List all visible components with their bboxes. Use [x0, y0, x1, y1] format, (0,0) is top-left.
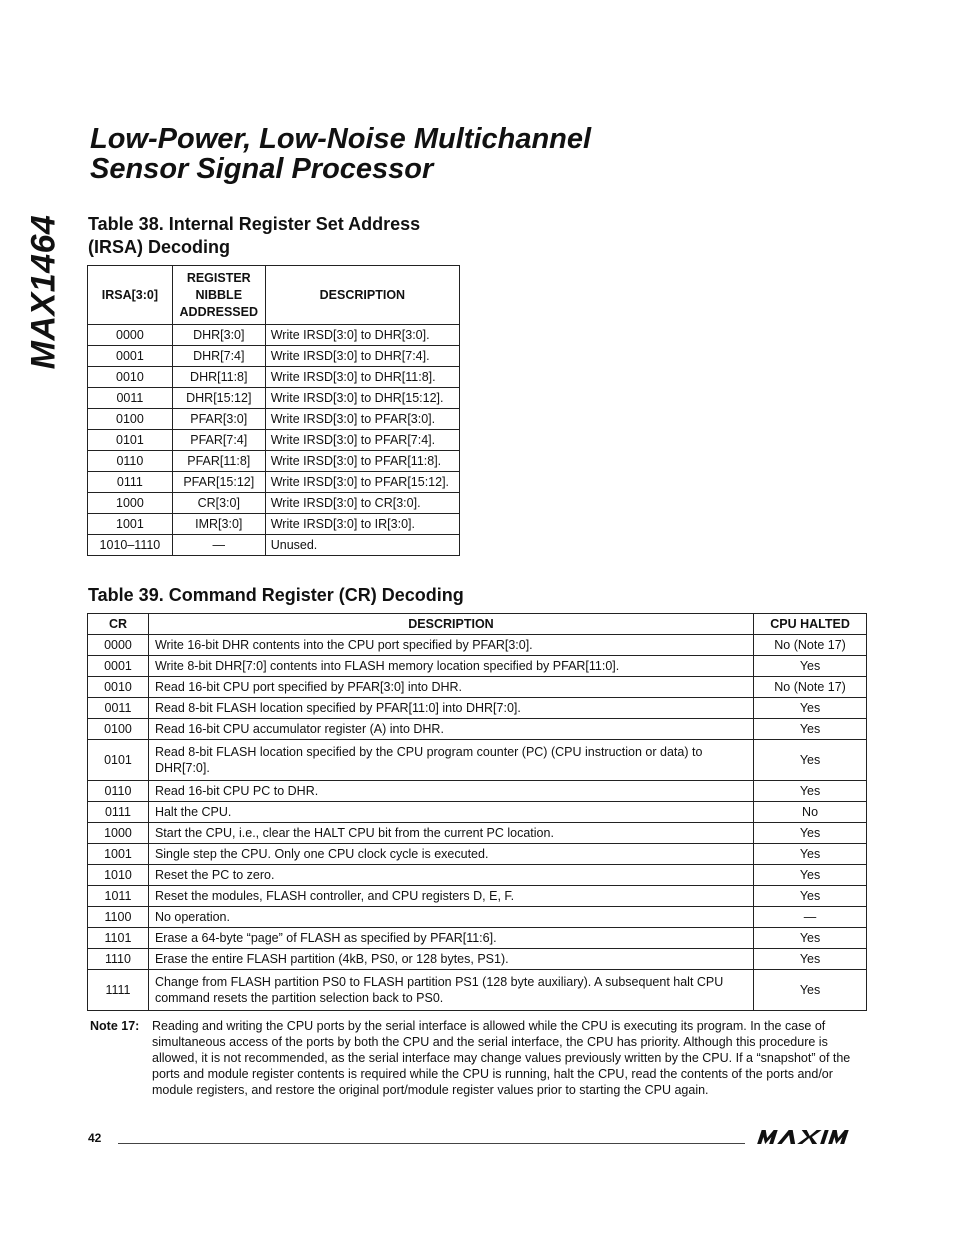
description-cell: Start the CPU, i.e., clear the HALT CPU bit from the current PC location. [148, 823, 753, 844]
irsa-cell: 0011 [88, 388, 173, 409]
register-cell: DHR[15:12] [172, 388, 265, 409]
table38-header-description: DESCRIPTION [265, 266, 459, 325]
cpu-halted-cell: Yes [754, 970, 867, 1011]
description-cell: Write IRSD[3:0] to PFAR[15:12]. [265, 472, 459, 493]
table-row [88, 367, 460, 388]
table-row [88, 949, 867, 970]
table39-header-cr: CR [88, 614, 149, 635]
cpu-halted-cell: Yes [754, 844, 867, 865]
description-cell: Write IRSD[3:0] to DHR[7:4]. [265, 346, 459, 367]
cr-cell: 0010 [88, 677, 149, 698]
cr-cell: 1010 [88, 865, 149, 886]
irsa-cell: 0000 [88, 325, 173, 346]
description-cell: Write IRSD[3:0] to DHR[15:12]. [265, 388, 459, 409]
cpu-halted-cell: Yes [754, 823, 867, 844]
irsa-cell: 0111 [88, 472, 173, 493]
table-row [88, 514, 460, 535]
table-row [88, 802, 867, 823]
table-row [88, 698, 867, 719]
irsa-cell: 1001 [88, 514, 173, 535]
table-row [88, 472, 460, 493]
cr-cell: 1101 [88, 928, 149, 949]
cpu-halted-cell: Yes [754, 781, 867, 802]
description-cell: Reset the PC to zero. [148, 865, 753, 886]
table-row [88, 740, 867, 781]
page-number: 42 [88, 1131, 102, 1145]
table-row [88, 409, 460, 430]
irsa-cell: 0100 [88, 409, 173, 430]
irsa-decoding-table [87, 265, 460, 556]
table-row [88, 325, 460, 346]
cr-decoding-table [87, 613, 867, 1011]
table-row [88, 865, 867, 886]
description-cell: Write IRSD[3:0] to PFAR[7:4]. [265, 430, 459, 451]
cr-cell: 1000 [88, 823, 149, 844]
description-cell: Write IRSD[3:0] to PFAR[11:8]. [265, 451, 459, 472]
document-title-line1: Low-Power, Low-Noise Multichannel [90, 123, 592, 155]
note-text: Reading and writing the CPU ports by the serial interface is allowed while the CPU is executing its program. In the case of simultaneous access of the ports by both the CPU and the serial interface, the CPU has priority. Although this procedure is allowed, it is not recommended, as the serial interface may change values previously written by the CPU. If a “snapshot” of the ports and module register contents is required while the CPU is running, halt the CPU, read the contents of the ports and/or module registers, and restore the original port/module register values prior to starting the CPU again. [152, 1019, 851, 1097]
maxim-logo-graphic [755, 1126, 865, 1148]
cr-cell: 1110 [88, 949, 149, 970]
table39-title: Table 39. Command Register (CR) Decoding [88, 585, 464, 605]
description-cell: Write 16-bit DHR contents into the CPU port specified by PFAR[3:0]. [148, 635, 753, 656]
register-cell: PFAR[3:0] [172, 409, 265, 430]
description-cell: Read 8-bit FLASH location specified by the CPU program counter (PC) (CPU instruction or data) to DHR[7:0]. [148, 740, 753, 781]
cr-cell: 1001 [88, 844, 149, 865]
maxim-logo-icon [755, 1126, 865, 1148]
cr-cell: 0001 [88, 656, 149, 677]
description-cell: Write IRSD[3:0] to DHR[11:8]. [265, 367, 459, 388]
note-17 [90, 1018, 870, 1098]
table38-header-register-l1: REGISTER [186, 270, 251, 285]
description-cell: Read 8-bit FLASH location specified by PFAR[11:0] into DHR[7:0]. [148, 698, 753, 719]
cr-cell: 1011 [88, 886, 149, 907]
table-row [88, 451, 460, 472]
cr-cell: 0111 [88, 802, 149, 823]
cr-cell: 0110 [88, 781, 149, 802]
table-row [88, 346, 460, 367]
table38-header-register [172, 266, 265, 325]
side-part-number-text: MAX1464 [24, 214, 63, 370]
register-cell: DHR[3:0] [172, 325, 265, 346]
cpu-halted-cell: No (Note 17) [754, 635, 867, 656]
table39-header-description: DESCRIPTION [148, 614, 753, 635]
cr-cell: 0101 [88, 740, 149, 781]
cr-cell: 1100 [88, 907, 149, 928]
description-cell: Write IRSD[3:0] to PFAR[3:0]. [265, 409, 459, 430]
table-row [88, 493, 460, 514]
side-part-number [18, 212, 70, 372]
table-row [88, 656, 867, 677]
cpu-halted-cell: Yes [754, 719, 867, 740]
table-row [88, 719, 867, 740]
irsa-cell: 0010 [88, 367, 173, 388]
table39-header-row [88, 614, 867, 635]
description-cell: Read 16-bit CPU port specified by PFAR[3:0] into DHR. [148, 677, 753, 698]
register-cell: DHR[7:4] [172, 346, 265, 367]
description-cell: Reset the modules, FLASH controller, and CPU registers D, E, F. [148, 886, 753, 907]
cr-cell: 0100 [88, 719, 149, 740]
description-cell: Erase a 64-byte “page” of FLASH as specified by PFAR[11:6]. [148, 928, 753, 949]
register-cell: CR[3:0] [172, 493, 265, 514]
cr-cell: 0000 [88, 635, 149, 656]
table-row [88, 970, 867, 1011]
table-row [88, 430, 460, 451]
table38-header-register-l2: NIBBLE [195, 287, 243, 302]
cr-cell: 1111 [88, 970, 149, 1011]
table38-title-line2: (IRSA) Decoding [88, 237, 230, 257]
cr-cell: 0011 [88, 698, 149, 719]
register-cell: DHR[11:8] [172, 367, 265, 388]
description-cell: Erase the entire FLASH partition (4kB, PS0, or 128 bytes, PS1). [148, 949, 753, 970]
document-title [90, 124, 591, 184]
irsa-cell: 0110 [88, 451, 173, 472]
description-cell: Single step the CPU. Only one CPU clock cycle is executed. [148, 844, 753, 865]
cpu-halted-cell: Yes [754, 740, 867, 781]
cpu-halted-cell: Yes [754, 928, 867, 949]
register-cell: PFAR[7:4] [172, 430, 265, 451]
table-row [88, 886, 867, 907]
register-cell: PFAR[15:12] [172, 472, 265, 493]
table-row [88, 677, 867, 698]
table38-header-irsa: IRSA[3:0] [88, 266, 173, 325]
irsa-cell: 0101 [88, 430, 173, 451]
table-row [88, 823, 867, 844]
description-cell: Write 8-bit DHR[7:0] contents into FLASH memory location specified by PFAR[11:0]. [148, 656, 753, 677]
cpu-halted-cell: Yes [754, 656, 867, 677]
table38-header-row [88, 266, 460, 325]
table-row [88, 388, 460, 409]
description-cell: Unused. [265, 535, 459, 556]
cpu-halted-cell: Yes [754, 949, 867, 970]
cpu-halted-cell: Yes [754, 886, 867, 907]
irsa-cell: 0001 [88, 346, 173, 367]
cpu-halted-cell: Yes [754, 698, 867, 719]
table38-header-register-l3: ADDRESSED [179, 304, 259, 319]
description-cell: Write IRSD[3:0] to CR[3:0]. [265, 493, 459, 514]
cpu-halted-cell: — [754, 907, 867, 928]
register-cell: IMR[3:0] [172, 514, 265, 535]
cpu-halted-cell: No [754, 802, 867, 823]
cpu-halted-cell: No (Note 17) [754, 677, 867, 698]
table-row [88, 535, 460, 556]
irsa-cell: 1000 [88, 493, 173, 514]
table38-title-line1: Table 38. Internal Register Set Address [88, 214, 421, 234]
description-cell: Read 16-bit CPU PC to DHR. [148, 781, 753, 802]
register-cell: PFAR[11:8] [172, 451, 265, 472]
table-row [88, 928, 867, 949]
irsa-cell: 1010–1110 [88, 535, 173, 556]
description-cell: Read 16-bit CPU accumulator register (A) into DHR. [148, 719, 753, 740]
table-row [88, 635, 867, 656]
table-row [88, 781, 867, 802]
description-cell: No operation. [148, 907, 753, 928]
table-row [88, 907, 867, 928]
table39-header-cpu-halted: CPU HALTED [754, 614, 867, 635]
table38-title [88, 213, 420, 259]
footer-divider [118, 1143, 745, 1144]
note-label: Note 17: [90, 1019, 140, 1033]
cpu-halted-cell: Yes [754, 865, 867, 886]
description-cell: Write IRSD[3:0] to DHR[3:0]. [265, 325, 459, 346]
table-row [88, 844, 867, 865]
register-cell: — [172, 535, 265, 556]
description-cell: Change from FLASH partition PS0 to FLASH partition PS1 (128 byte auxiliary). A subsequent halt CPU command resets the partition selection back to PS0. [148, 970, 753, 1011]
description-cell: Halt the CPU. [148, 802, 753, 823]
description-cell: Write IRSD[3:0] to IR[3:0]. [265, 514, 459, 535]
document-title-line2: Sensor Signal Processor [90, 153, 434, 185]
